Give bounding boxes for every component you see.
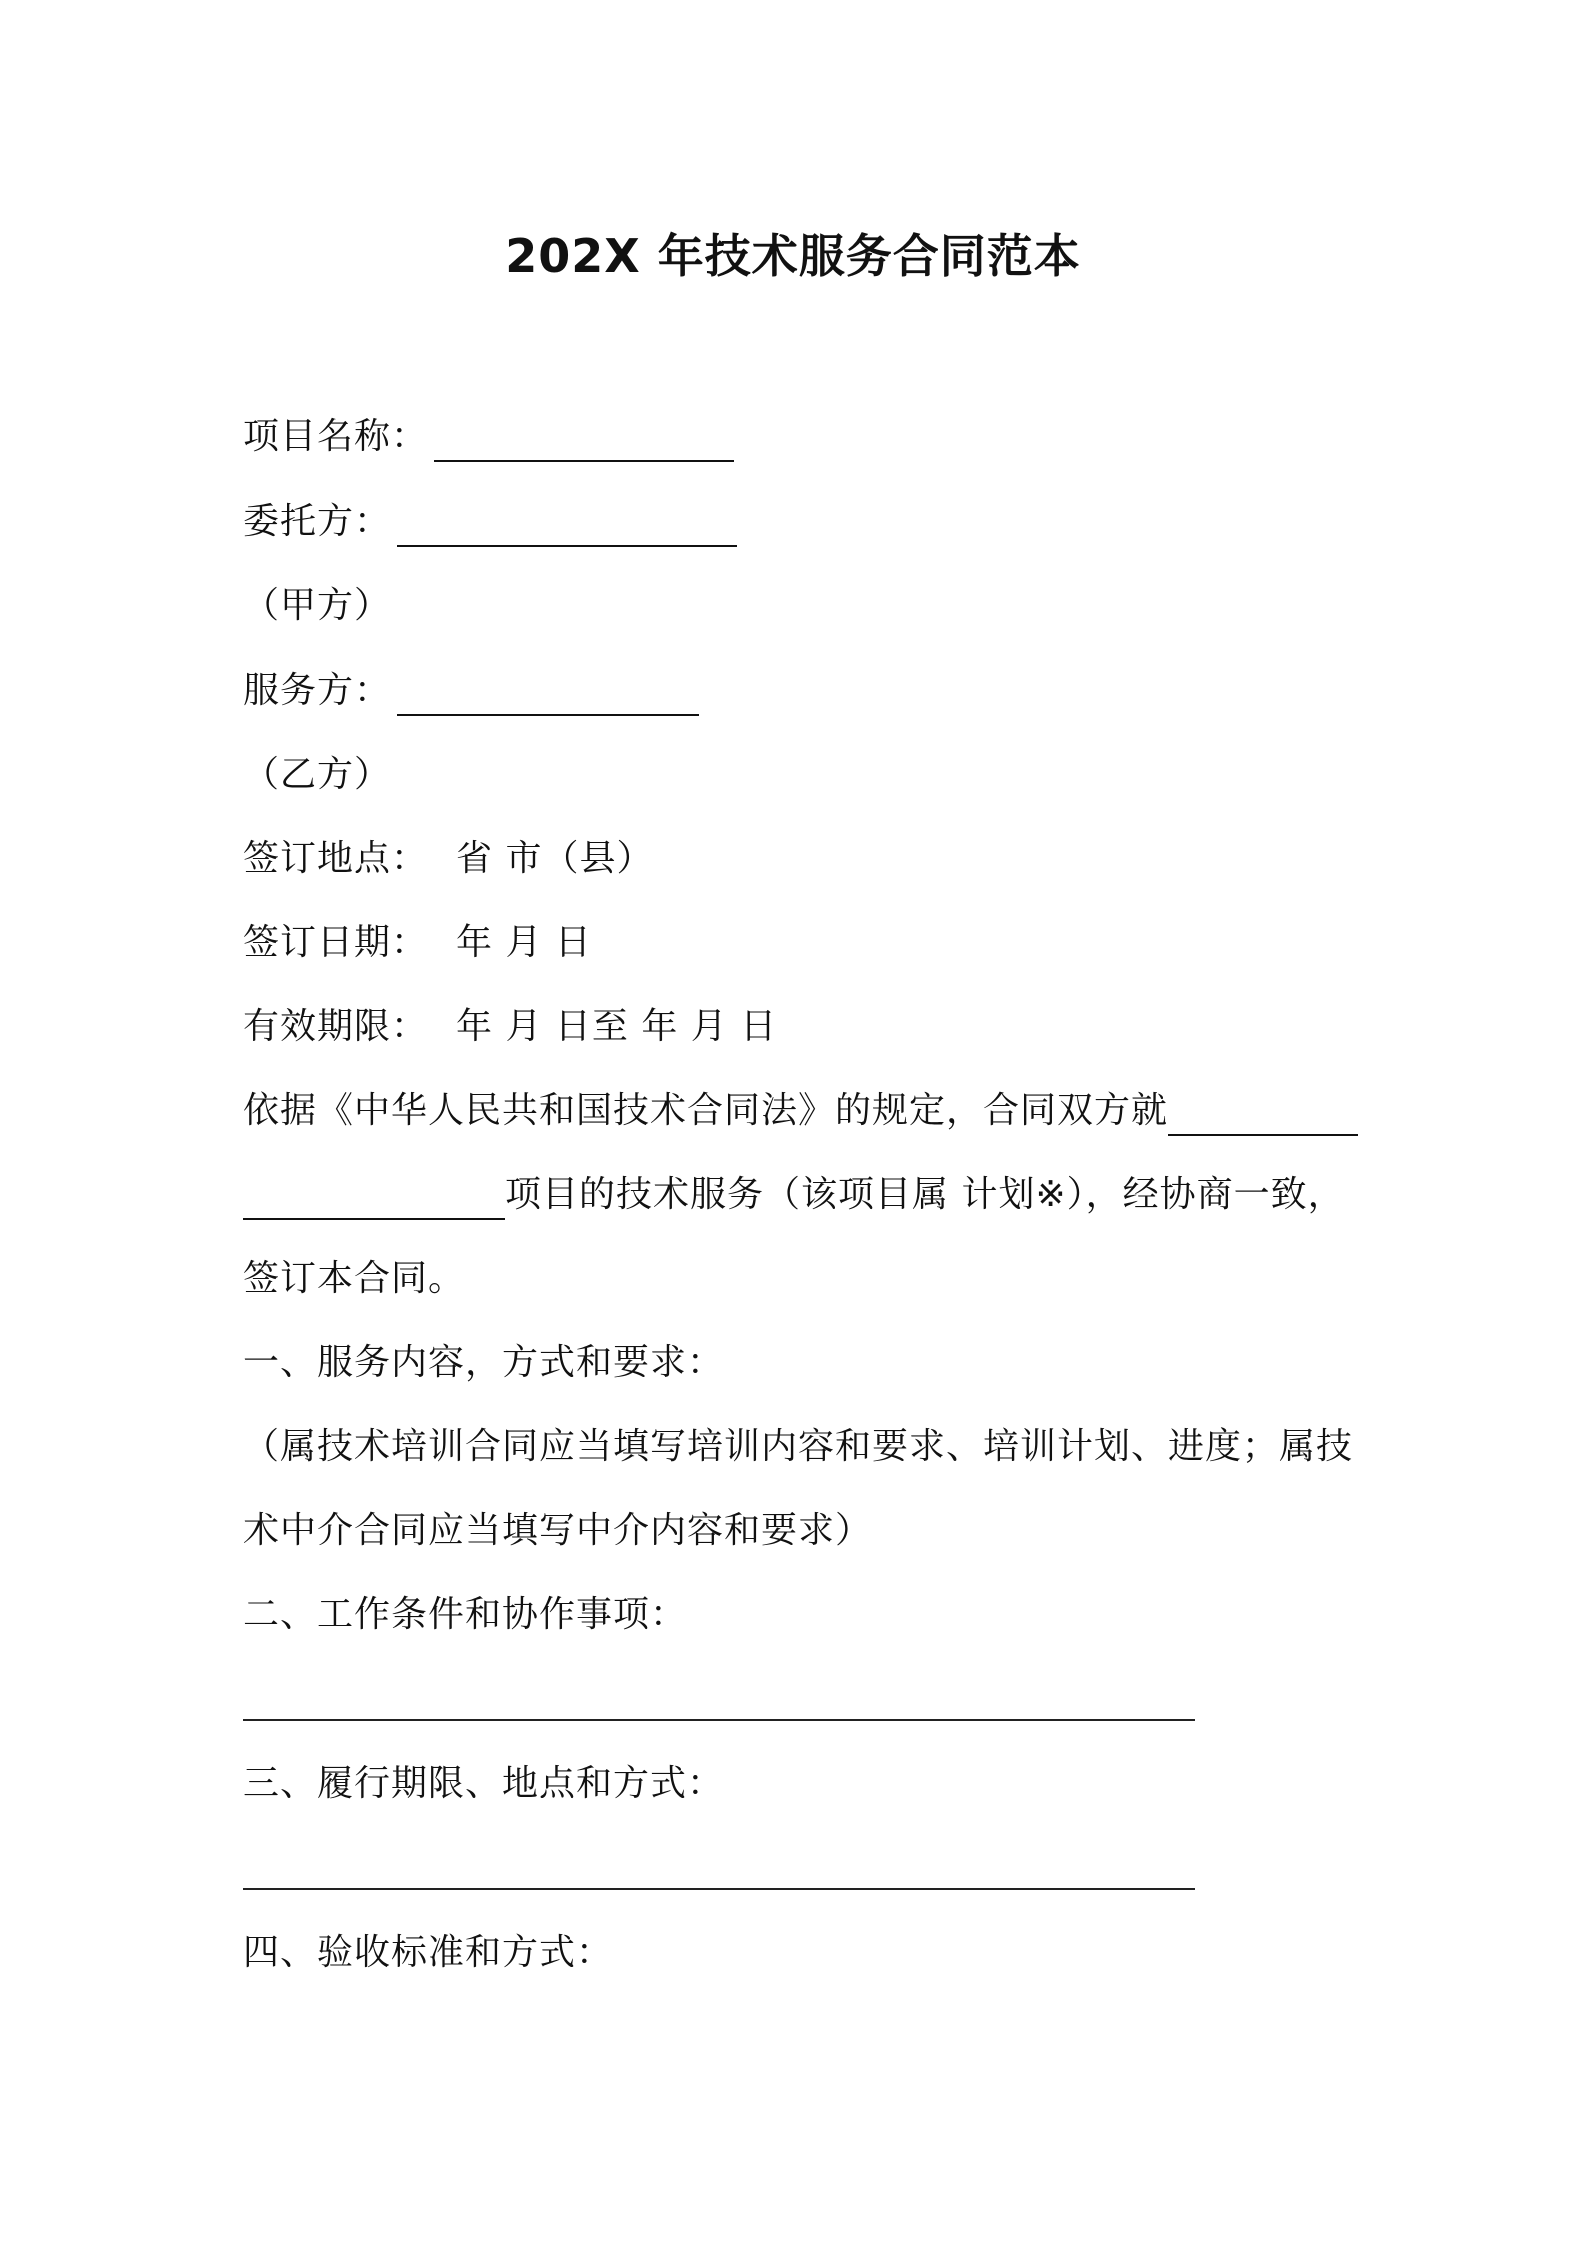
validity-value: 年 月 日至 年 月 日 [456, 1006, 778, 1047]
section-3-fill-line[interactable] [243, 1888, 1195, 1890]
section-1-heading: 一、服务内容，方式和要求： [243, 1342, 725, 1383]
party-b-label: （乙方） [243, 754, 392, 795]
preamble-line-3: 签订本合同。 [243, 1258, 466, 1299]
provider-label: 服务方： [243, 670, 392, 711]
sign-date-value: 年 月 日 [456, 922, 592, 963]
section-3-heading: 三、履行期限、地点和方式： [243, 1763, 725, 1804]
project-name-label: 项目名称： [243, 416, 429, 457]
sign-place-label: 签订地点： [243, 838, 429, 879]
preamble-blank-1[interactable] [1168, 1094, 1358, 1136]
project-name-blank[interactable] [434, 420, 734, 462]
provider-row [243, 666, 699, 716]
section-4-heading: 四、验收标准和方式： [243, 1932, 614, 1973]
section-1-note-line-1: （属技术培训合同应当填写培训内容和要求、培训计划、进度；属技 [243, 1426, 1354, 1467]
validity-row [243, 1002, 777, 1052]
section-2-fill-line[interactable] [243, 1719, 1195, 1721]
section-2-heading: 二、工作条件和协作事项： [243, 1594, 688, 1635]
sign-place-row [243, 834, 653, 884]
sign-date-label: 签订日期： [243, 922, 429, 963]
client-row [243, 497, 737, 547]
provider-blank[interactable] [397, 674, 699, 716]
validity-label: 有效期限： [243, 1006, 429, 1047]
client-label: 委托方： [243, 501, 392, 542]
sign-date-row [243, 918, 592, 968]
party-a-label: （甲方） [243, 585, 392, 626]
preamble-line-2 [243, 1170, 1345, 1220]
preamble-blank-2[interactable] [243, 1178, 505, 1220]
sign-place-value: 省 市（县） [456, 838, 654, 879]
document-title: 202X 年技术服务合同范本 [505, 229, 1081, 283]
client-blank[interactable] [397, 505, 737, 547]
preamble-line-1 [243, 1086, 1358, 1136]
preamble-text-1: 依据《中华人民共和国技术合同法》的规定，合同双方就 [243, 1090, 1169, 1131]
section-1-note-line-2: 术中介合同应当填写中介内容和要求） [243, 1510, 873, 1551]
project-name-row [243, 412, 734, 462]
preamble-text-2: 项目的技术服务（该项目属 计划※），经协商一致， [505, 1174, 1345, 1215]
